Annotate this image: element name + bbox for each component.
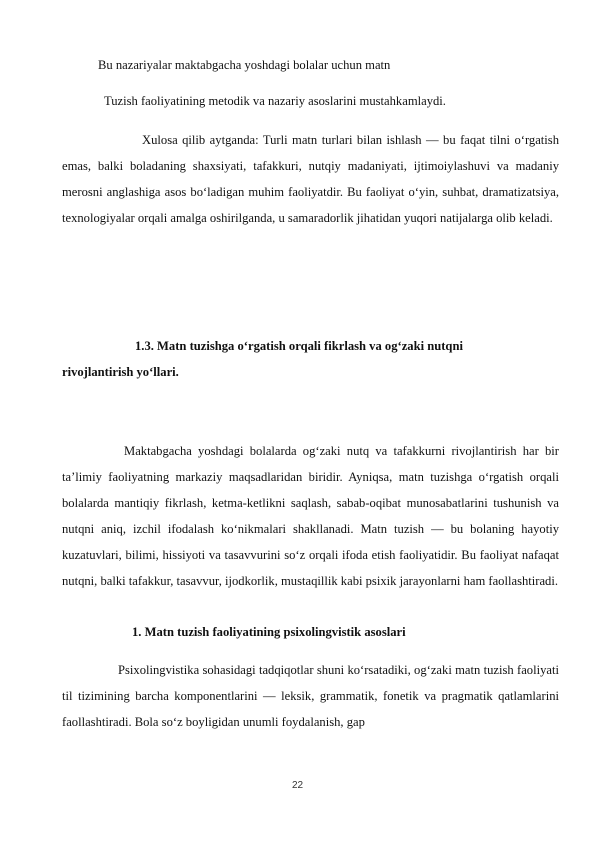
section-heading-line-2: rivojlantirish yo‘llari.: [62, 365, 179, 379]
intro-line-2: Tuzish faoliyatining metodik va nazariy asoslarini mustahkamlaydi.: [104, 94, 446, 108]
subsection-paragraph: Psixolingvistika sohasidagi tadqiqotlar shuni ko‘rsatadiki, og‘zaki matn tuzish faoliyati til tizimining barcha komponentlarini — leksik, grammatik, fonetik va pragmatik qatlamlarini faollashtiradi. Bola so‘z boyligidan unumli foydalanish, gap: [62, 663, 559, 729]
page-number: 22: [291, 780, 304, 791]
section-paragraph: Maktabgacha yoshdagi bolalarda og‘zaki nutq va tafakkurni rivojlantirish har bir ta’limiy faoliyatning markaziy maqsadlaridan biridir. Ayniqsa, matn tuzishga o‘rgatish orqali bolalarda mantiqiy fikrlash, ketma-ketlikni saqlash, sabab-oqibat munosabatlarini tushunish va nutqni aniq, izchil ifodalash ko‘nikmalari shakllanadi. Matn tuzish — bu bolaning hayotiy kuzatuvlari, bilimi, hissiyoti va tasavvurini so‘z orqali ifoda etish faoliyatidir. Bu faoliyat nafaqat nutqni, balki tafakkur, tasavvur, ijodkorlik, mustaqillik kabi psixik jarayonlarni ham faollashtiradi.: [62, 444, 559, 588]
conclusion-paragraph: Xulosa qilib aytganda: Turli matn turlari bilan ishlash — bu faqat tilni o‘rgatish emas, balki boladaning shaxsiyati, tafakkuri, nutqiy madaniyati, ijtimoiylashuvi va madaniy merosni anglashiga asos bo‘ladigan muhim faoliyatdir. Bu faoliyat o‘yin, suhbat, dramatizatsiya, texnologiyalar orqali amalga oshirilganda, u samaradorlik jihatidan yuqori natijalarga olib keladi.: [62, 133, 559, 225]
section-heading-line-1: 1.3. Matn tuzishga o‘rgatish orqali fikrlash va og‘zaki nutqni: [135, 339, 463, 353]
intro-line-1: Bu nazariyalar maktabgacha yoshdagi bolalar uchun matn: [98, 58, 391, 72]
subsection-heading: 1. Matn tuzish faoliyatining psixolingvistik asoslari: [132, 625, 406, 639]
